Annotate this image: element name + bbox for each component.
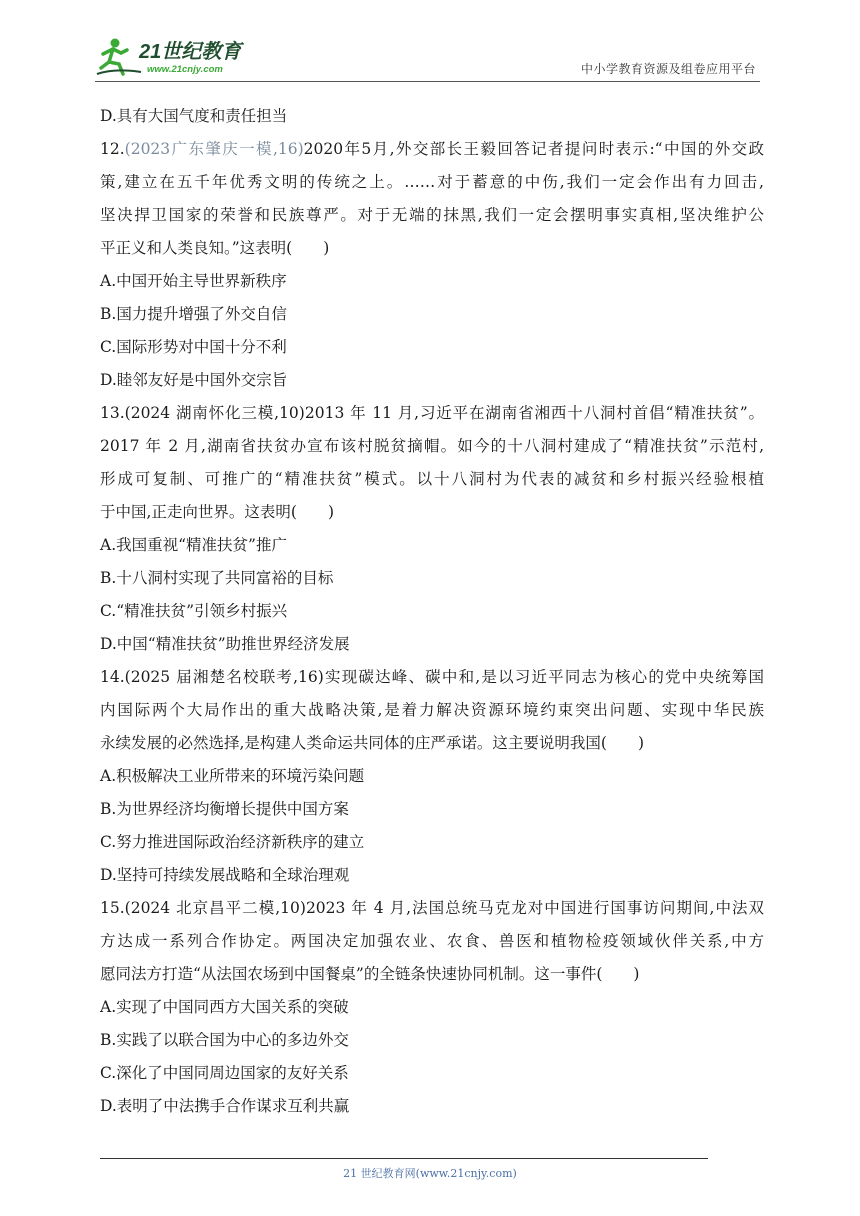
question-source: (2024 湖南怀化三模,10) [124, 404, 305, 422]
question-line: 2017 年 2 月,湖南省扶贫办宣布该村脱贫摘帽。如今的十八洞村建成了“精准扶贫”示范村, [100, 437, 764, 455]
question-line: 方达成一系列合作协定。两国决定加强农业、农食、兽医和植物检疫领域伙伴关系,中方 [100, 932, 764, 950]
question-number: 14. [100, 668, 125, 686]
option-d: D.坚持可持续发展战略和全球治理观 [100, 866, 350, 884]
option-c: C.努力推进国际政治经济新秩序的建立 [100, 833, 365, 851]
option-b: B.实践了以联合国为中心的多边外交 [100, 1031, 349, 1049]
question-text: 2013 年 11 月,习近平在湖南省湘西十八洞村首倡“精准扶贫”。 [304, 404, 765, 422]
document-body [100, 100, 764, 1123]
q11-option-d: D.具有大国气度和责任担当 [100, 107, 288, 125]
option-a: A.实现了中国同西方大国关系的突破 [100, 998, 349, 1016]
page-header [95, 30, 760, 82]
question-number: 12. [100, 140, 125, 158]
question-line: 平正义和人类良知。”这表明( ) [100, 239, 330, 257]
question-text: 2020年5月,外交部长王毅回答记者提问时表示:“中国的外交政 [303, 140, 764, 158]
option-b: B.为世界经济均衡增长提供中国方案 [100, 800, 349, 818]
question-source: (2023广东肇庆一模,16) [124, 140, 304, 158]
question-line: 坚决捍卫国家的荣誉和民族尊严。对于无端的抹黑,我们一定会摆明事实真相,坚决维护公 [100, 206, 764, 224]
question-number: 13. [100, 404, 125, 422]
question-line [100, 397, 764, 430]
option-c: C.“精准扶贫”引领乡村振兴 [100, 602, 288, 620]
logo-url: www.21cnjy.com [147, 64, 223, 75]
option-d: D.中国“精准扶贫”助推世界经济发展 [100, 635, 350, 653]
question-text: 2023 年 4 月,法国总统马克龙对中国进行国事访问期间,中法双 [305, 899, 764, 917]
question-line: 形成可复制、可推广的“精准扶贫”模式。以十八洞村为代表的减贫和乡村振兴经验根植 [100, 470, 764, 488]
question-line: 于中国,正走向世界。这表明( ) [100, 503, 335, 521]
header-platform-text: 中小学教育资源及组卷应用平台 [580, 62, 756, 76]
header-divider [95, 81, 760, 82]
question-line [100, 133, 764, 166]
question-source: (2024 北京昌平二模,10) [124, 899, 306, 917]
question-14 [100, 661, 764, 892]
running-figure-icon [97, 39, 141, 75]
option-d: D.表明了中法携手合作谋求互利共赢 [100, 1097, 350, 1115]
option-d: D.睦邻友好是中国外交宗旨 [100, 371, 288, 389]
question-text: 实现碳达峰、碳中和,是以习近平同志为核心的党中央统筹国 [323, 668, 764, 686]
question-number: 15. [100, 899, 125, 917]
option-b: B.十八洞村实现了共同富裕的目标 [100, 569, 334, 587]
site-logo [95, 34, 265, 78]
footer-text: 21 世纪教育网(www.21cnjy.com) [343, 1167, 517, 1180]
question-line: 永续发展的必然选择,是构建人类命运共同体的庄严承诺。这主要说明我国( ) [100, 734, 645, 752]
question-line: 策,建立在五千年优秀文明的传统之上。……对于蓄意的中伤,我们一定会作出有力回击, [100, 173, 764, 191]
question-line [100, 892, 764, 925]
question-13 [100, 397, 764, 661]
option-b: B.国力提升增强了外交自信 [100, 305, 287, 323]
footer-divider [100, 1158, 708, 1159]
question-line: 内国际两个大局作出的重大战略决策,是着力解决资源环境约束突出问题、实现中华民族 [100, 701, 764, 719]
option-c: C.深化了中国同周边国家的友好关系 [100, 1064, 349, 1082]
question-12 [100, 133, 764, 397]
question-line: 愿同法方打造“从法国农场到中国餐桌”的全链条快速协同机制。这一事件( ) [100, 965, 640, 983]
logo-title: 21世纪教育 [139, 41, 242, 63]
option-c: C.国际形势对中国十分不利 [100, 338, 287, 356]
question-source: (2025 届湘楚名校联考,16) [124, 668, 324, 686]
question-15 [100, 892, 764, 1123]
option-a: A.我国重视“精准扶贫”推广 [100, 536, 287, 554]
question-line [100, 661, 764, 694]
option-a: A.积极解决工业所带来的环境污染问题 [100, 767, 365, 785]
option-a: A.中国开始主导世界新秩序 [100, 272, 287, 290]
